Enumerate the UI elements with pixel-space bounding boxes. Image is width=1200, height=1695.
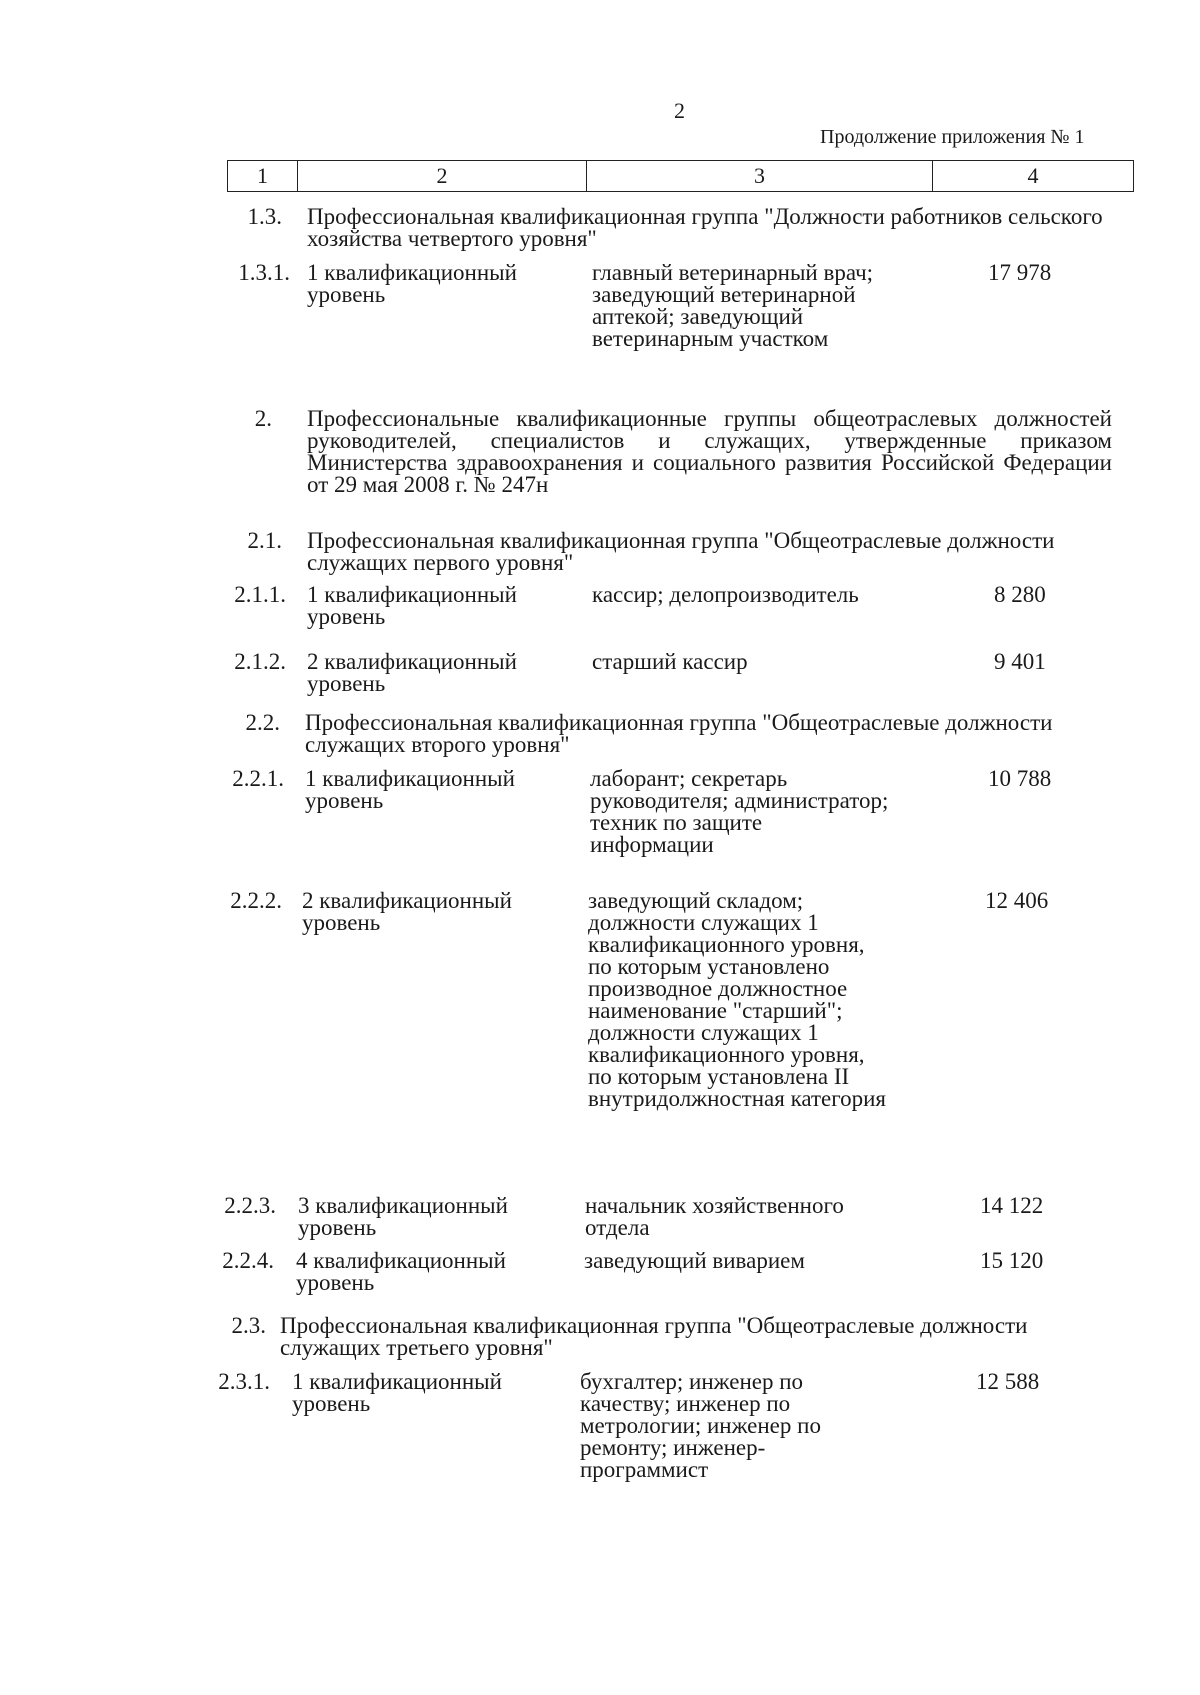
column-header-table [227, 160, 1134, 192]
qualification-level: 2 квалификационный уровень [307, 649, 517, 696]
level-number: 2.1.1. [234, 582, 286, 607]
salary: 12 588 [976, 1369, 1040, 1394]
group-title: Профессиональные квалификационные группы общеотраслевых должностей руководителей, специалистов и служащих, утвержденные приказом Министерства здравоохранения и социального развития Российской Федерации от 29 мая 2008 г. № 247н [307, 406, 1112, 497]
salary: 14 122 [980, 1193, 1044, 1218]
group-title: Профессиональная квалификационная группа "Общеотраслевые должности служащих первого уровня" [307, 528, 1055, 575]
level-number: 2.2.2. [230, 888, 282, 913]
level-number: 2.2.4. [222, 1248, 274, 1273]
group-number: 2.2. [245, 710, 280, 735]
salary: 12 406 [985, 888, 1049, 913]
salary: 10 788 [988, 766, 1052, 791]
salary: 9 401 [994, 649, 1046, 674]
level-number: 2.3.1. [218, 1369, 270, 1394]
header-cell-1: 1 [228, 161, 298, 192]
group-number: 2.3. [231, 1313, 266, 1338]
qualification-level: 1 квалификационный уровень [292, 1369, 502, 1416]
qualification-level: 3 квалификационный уровень [298, 1193, 508, 1240]
level-number: 1.3.1. [238, 260, 290, 285]
group-title: Профессиональная квалификационная группа "Общеотраслевые должности служащих второго уровня" [305, 710, 1053, 757]
continuation-note: Продолжение приложения № 1 [820, 126, 1085, 148]
positions: главный ветеринарный врач; заведующий ветеринарной аптекой; заведующий ветеринарным участком [592, 260, 874, 351]
positions: заведующий виварием [584, 1248, 805, 1273]
positions: заведующий складом; должности служащих 1 квалификационного уровня, по которым установлено производное должностное наименование "старший"; должности служащих 1 квалификационного уровня, по которым установлена II внутридолжностная категория [588, 888, 887, 1111]
positions: лаборант; секретарь руководителя; администратор; техник по защите информации [590, 766, 889, 857]
qualification-level: 2 квалификационный уровень [302, 888, 512, 935]
header-cell-2: 2 [298, 161, 587, 192]
qualification-level: 4 квалификационный уровень [296, 1248, 506, 1295]
salary: 17 978 [988, 260, 1052, 285]
qualification-level: 1 квалификационный уровень [305, 766, 515, 813]
positions: бухгалтер; инженер по качеству; инженер по метрологии; инженер по ремонту; инженер-программист [580, 1369, 821, 1482]
level-number: 2.2.1. [232, 766, 284, 791]
level-number: 2.1.2. [234, 649, 286, 674]
group-number: 1.3. [247, 204, 282, 229]
qualification-level: 1 квалификационный уровень [307, 582, 517, 629]
group-title: Профессиональная квалификационная группа "Общеотраслевые должности служащих третьего уровня" [280, 1313, 1028, 1360]
level-number: 2.2.3. [224, 1193, 276, 1218]
salary: 8 280 [994, 582, 1046, 607]
positions: кассир; делопроизводитель [592, 582, 859, 607]
page-number: 2 [674, 98, 685, 123]
group-number: 2. [254, 406, 272, 431]
positions: начальник хозяйственного отдела [585, 1193, 844, 1240]
header-cell-4: 4 [933, 161, 1134, 192]
salary: 15 120 [980, 1248, 1044, 1273]
group-title: Профессиональная квалификационная группа "Должности работников сельского хозяйства четвертого уровня" [307, 204, 1103, 251]
qualification-level: 1 квалификационный уровень [307, 260, 517, 307]
positions: старший кассир [592, 649, 748, 674]
group-number: 2.1. [247, 528, 282, 553]
header-cell-3: 3 [587, 161, 933, 192]
